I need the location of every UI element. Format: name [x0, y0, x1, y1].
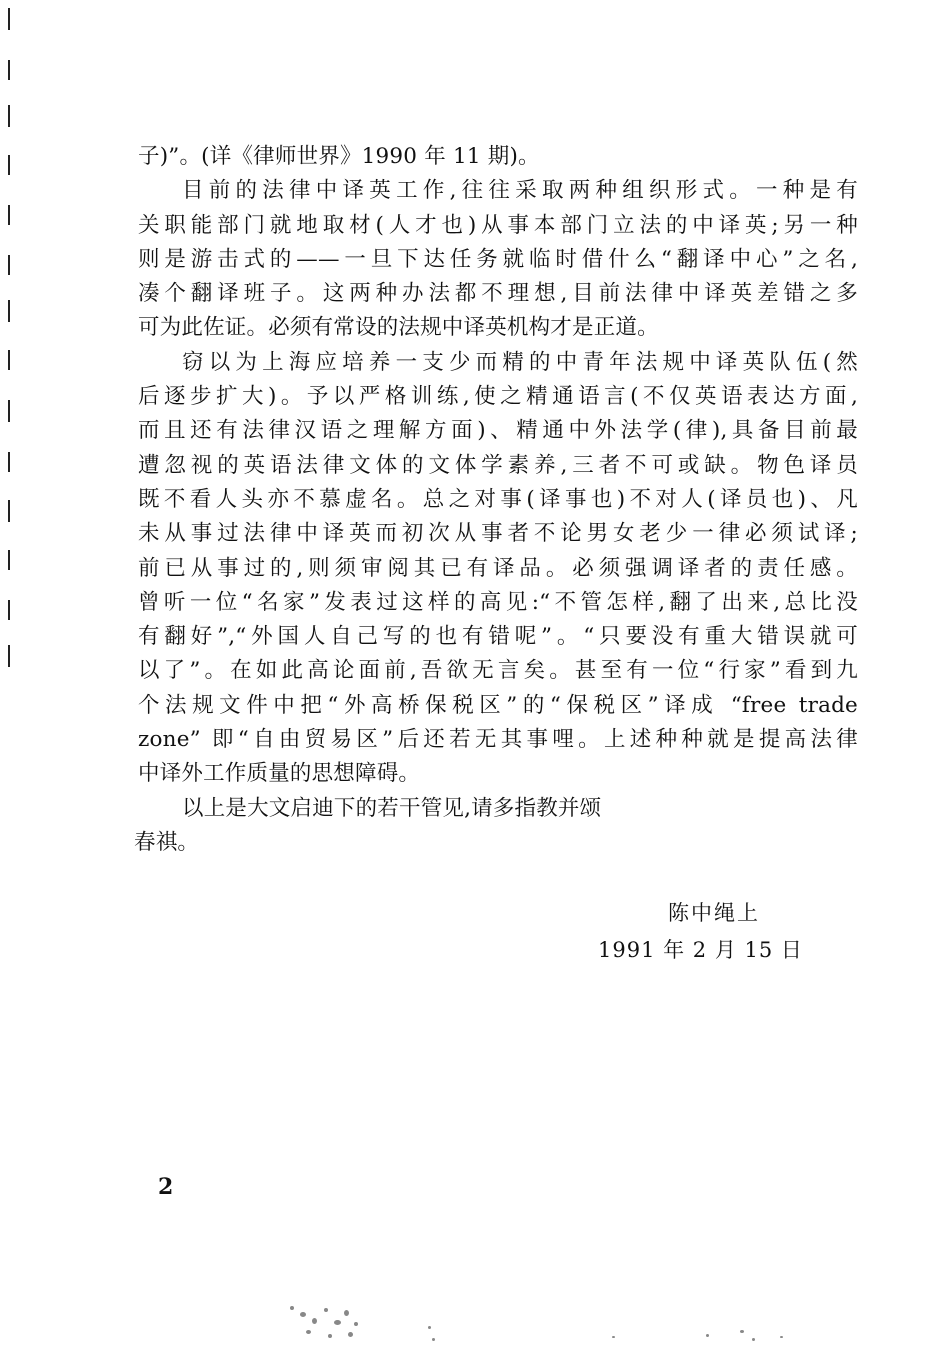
text-line: 可为此佐证。必须有常设的法规中译英机构才是正道。: [138, 315, 659, 341]
text-line: 中译外工作质量的思想障碍。: [138, 761, 421, 787]
paragraph-2: [138, 174, 858, 345]
text-line: 而且还有法律汉语之理解方面)、精通中外法学(律),具备目前最: [138, 418, 858, 444]
text-line: 凑个翻译班子。这两种办法都不理想,目前法律中译英差错之多: [138, 281, 858, 307]
paragraph-4: [138, 792, 858, 826]
paragraph-5: [134, 826, 858, 860]
text-line: 有翻好”,“外国人自己写的也有错呢”。“只要没有重大错误就可: [138, 624, 858, 650]
text-line: 曾听一位“名家”发表过这样的高见:“不管怎样,翻了出来,总比没: [138, 589, 858, 615]
text-line: 春祺。: [134, 829, 200, 855]
text-line: 目前的法律中译英工作,往往采取两种组织形式。一种是有: [182, 178, 858, 204]
text-line: 以了”。在如此高论面前,吾欲无言矣。甚至有一位“行家”看到九: [138, 658, 858, 684]
text-line: 关职能部门就地取材(人才也)从事本部门立法的中译英;另一种: [138, 212, 858, 238]
paragraph-3: [138, 346, 858, 792]
signature: 陈中绳上: [668, 901, 760, 925]
text-line: 既不看人头亦不慕虚名。总之对事(译事也)不对人(译员也)、凡: [138, 486, 858, 512]
text-line: 则是游击式的——一旦下达任务就临时借什么“翻译中心”之名,: [138, 246, 858, 272]
text-line: 以上是大文启迪下的若干管见,请多指教并颂: [182, 795, 602, 821]
text-line: 后逐步扩大)。予以严格训练,使之精通语言(不仅英语表达方面,: [138, 384, 858, 410]
text-line: zone” 即“自由贸易区”后还若无其事哩。上述种种就是提高法律: [138, 727, 858, 753]
letter-date: 1991 年 2 月 15 日: [598, 938, 803, 962]
text-line: 遭忽视的英语法律文体的文体学素养,三者不可或缺。物色译员: [138, 452, 858, 478]
text-line: 个法规文件中把“外高桥保税区”的“保税区”译成 “free trade: [138, 692, 858, 718]
text-line: 子)”。(详《律师世界》1990 年 11 期)。: [138, 144, 540, 169]
paragraph-1: [138, 140, 858, 174]
binding-edge-marks: [0, 0, 14, 680]
text-line: 窃以为上海应培养一支少而精的中青年法规中译英队伍(然: [182, 349, 858, 375]
text-line: 未从事过法律中译英而初次从事者不论男女老少一律必须试译;: [138, 521, 858, 547]
page-number: 2: [158, 1174, 174, 1200]
text-line: 前已从事过的,则须审阅其已有译品。必须强调译者的责任感。: [138, 555, 858, 581]
letter-body: [134, 140, 858, 860]
